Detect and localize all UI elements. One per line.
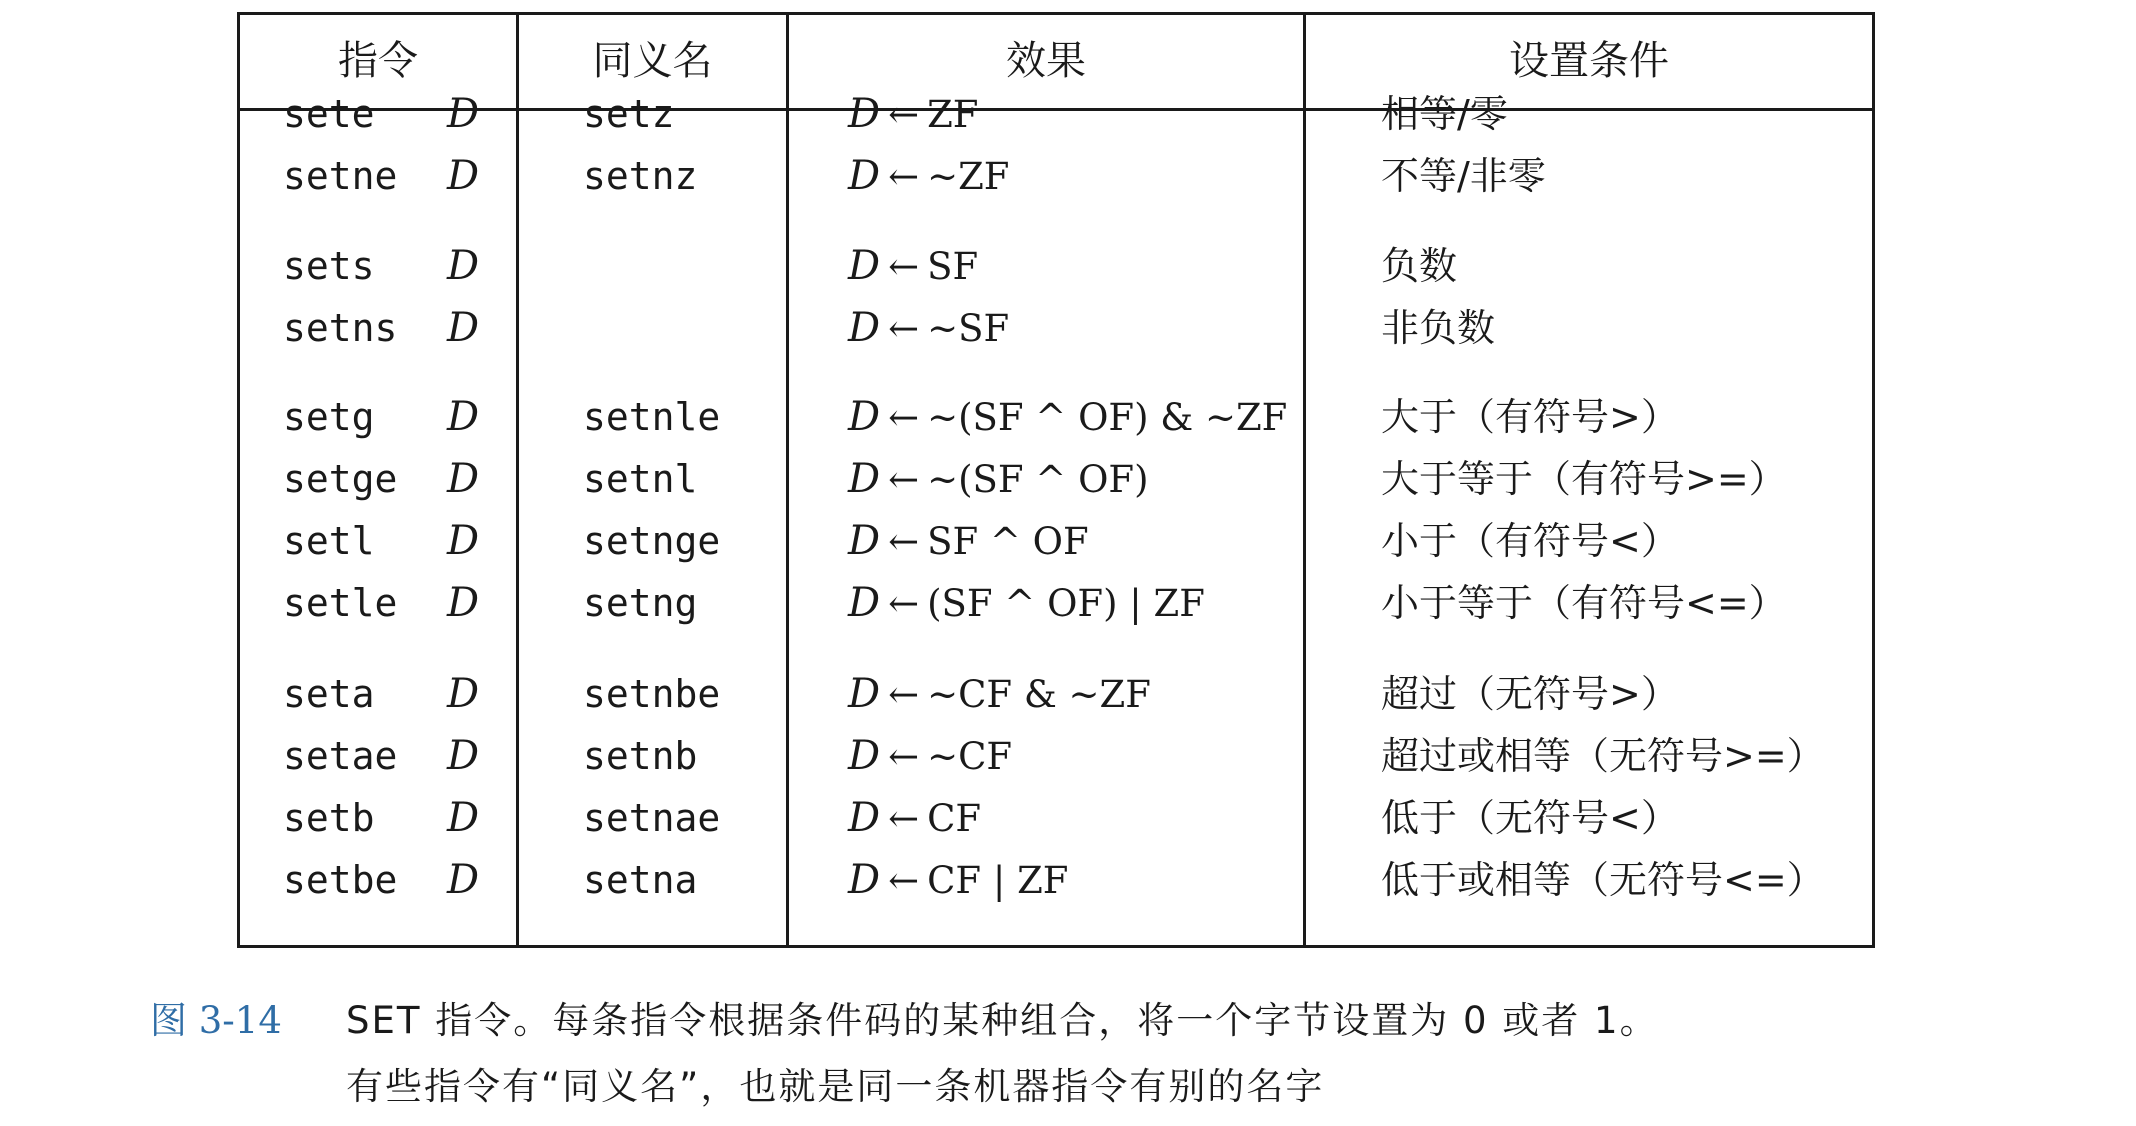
header-effect: 效果	[1006, 38, 1086, 84]
instruction-operand: D	[447, 153, 480, 199]
effect-value: SF ^ OF	[927, 520, 1089, 563]
effect-operand: D	[848, 91, 881, 137]
set-condition: 负数	[1381, 244, 1458, 288]
effect-expression	[848, 387, 1287, 448]
instruction-operand: D	[447, 795, 480, 841]
arrow-icon: ←	[888, 396, 920, 439]
effect-operand: D	[848, 243, 881, 289]
instruction-operand: D	[447, 305, 480, 351]
synonym-mnemonic: setnz	[583, 154, 698, 198]
effect-expression	[848, 449, 1149, 510]
table-row	[240, 84, 1872, 144]
header-synonym: 同义名	[592, 38, 713, 84]
set-condition: 大于（有符号>）	[1381, 395, 1679, 439]
effect-operand: D	[848, 733, 881, 779]
set-condition: 不等/非零	[1381, 154, 1546, 198]
instruction-operand: D	[447, 243, 480, 289]
instruction-operand: D	[447, 518, 480, 564]
instruction-mnemonic: setge	[283, 457, 398, 501]
synonym-mnemonic: setnl	[583, 457, 698, 501]
effect-operand: D	[848, 857, 881, 903]
effect-operand: D	[848, 456, 881, 502]
caption-line-1: SET 指令。每条指令根据条件码的某种组合，将一个字节设置为 0 或者 1。	[346, 999, 1659, 1042]
header-condition: 设置条件	[1509, 38, 1669, 84]
effect-expression	[848, 788, 981, 849]
synonym-mnemonic: setnb	[583, 734, 698, 778]
instruction-mnemonic: seta	[283, 672, 375, 716]
arrow-icon: ←	[888, 155, 920, 198]
arrow-icon: ←	[888, 245, 920, 288]
effect-expression	[848, 146, 1009, 207]
instruction-mnemonic: sete	[283, 92, 375, 136]
instruction-mnemonic: setg	[283, 395, 375, 439]
table-row	[240, 573, 1872, 633]
instruction-mnemonic: setne	[283, 154, 398, 198]
effect-expression	[848, 236, 978, 297]
effect-operand: D	[848, 518, 881, 564]
table-row	[240, 449, 1872, 509]
set-condition: 超过或相等（无符号>=）	[1381, 734, 1825, 778]
table-row	[240, 146, 1872, 206]
synonym-mnemonic: setna	[583, 858, 698, 902]
effect-value: ~SF	[927, 307, 1010, 350]
set-condition: 相等/零	[1381, 92, 1508, 136]
instruction-operand: D	[447, 456, 480, 502]
arrow-icon: ←	[888, 859, 920, 902]
effect-expression	[848, 573, 1205, 634]
arrow-icon: ←	[888, 735, 920, 778]
header-instruction: 指令	[338, 38, 418, 84]
set-instructions-table	[237, 12, 1875, 948]
instruction-mnemonic: setle	[283, 581, 398, 625]
set-condition: 低于（无符号<）	[1381, 796, 1679, 840]
effect-operand: D	[848, 394, 881, 440]
set-condition: 低于或相等（无符号<=）	[1381, 858, 1825, 902]
effect-expression	[848, 84, 978, 145]
instruction-mnemonic: setns	[283, 306, 398, 350]
effect-operand: D	[848, 153, 881, 199]
figure-label: 图 3-14	[150, 999, 282, 1042]
instruction-operand: D	[447, 671, 480, 717]
effect-operand: D	[848, 671, 881, 717]
effect-value: ZF	[927, 93, 979, 136]
arrow-icon: ←	[888, 797, 920, 840]
instruction-operand: D	[447, 733, 480, 779]
effect-value: ~CF & ~ZF	[927, 673, 1151, 716]
table-row	[240, 511, 1872, 571]
effect-value: ~(SF ^ OF) & ~ZF	[927, 396, 1288, 439]
table-row	[240, 664, 1872, 724]
caption-line-2: 有些指令有“同义名”，也就是同一条机器指令有别的名字	[346, 1065, 1325, 1108]
effect-value: CF	[927, 797, 982, 840]
instruction-mnemonic: setae	[283, 734, 398, 778]
table-row	[240, 387, 1872, 447]
effect-operand: D	[848, 305, 881, 351]
synonym-mnemonic: setz	[583, 92, 675, 136]
effect-operand: D	[848, 580, 881, 626]
effect-value: SF	[927, 245, 979, 288]
instruction-mnemonic: setl	[283, 519, 375, 563]
arrow-icon: ←	[888, 673, 920, 716]
instruction-operand: D	[447, 857, 480, 903]
instruction-operand: D	[447, 91, 480, 137]
instruction-operand: D	[447, 394, 480, 440]
effect-value: CF | ZF	[927, 859, 1069, 902]
table-row	[240, 236, 1872, 296]
set-condition: 小于（有符号<）	[1381, 519, 1679, 563]
effect-expression	[848, 298, 1009, 359]
synonym-mnemonic: setnge	[583, 519, 721, 563]
instruction-mnemonic: setbe	[283, 858, 398, 902]
table-row	[240, 726, 1872, 786]
effect-expression	[848, 664, 1151, 725]
table-row	[240, 788, 1872, 848]
set-condition: 小于等于（有符号<=）	[1381, 581, 1787, 625]
synonym-mnemonic: setng	[583, 581, 698, 625]
effect-expression	[848, 511, 1089, 572]
instruction-mnemonic: sets	[283, 244, 375, 288]
table-row	[240, 850, 1872, 910]
instruction-mnemonic: setb	[283, 796, 375, 840]
arrow-icon: ←	[888, 307, 920, 350]
effect-value: (SF ^ OF) | ZF	[927, 582, 1205, 625]
instruction-operand: D	[447, 580, 480, 626]
arrow-icon: ←	[888, 520, 920, 563]
synonym-mnemonic: setnae	[583, 796, 721, 840]
effect-expression	[848, 850, 1068, 911]
synonym-mnemonic: setnle	[583, 395, 721, 439]
set-condition: 超过（无符号>）	[1381, 672, 1679, 716]
effect-value: ~(SF ^ OF)	[927, 458, 1149, 501]
synonym-mnemonic: setnbe	[583, 672, 721, 716]
arrow-icon: ←	[888, 582, 920, 625]
effect-value: ~CF	[927, 735, 1013, 778]
arrow-icon: ←	[888, 458, 920, 501]
arrow-icon: ←	[888, 93, 920, 136]
set-condition: 非负数	[1381, 306, 1496, 350]
effect-value: ~ZF	[927, 155, 1010, 198]
effect-expression	[848, 726, 1012, 787]
effect-operand: D	[848, 795, 881, 841]
table-row	[240, 298, 1872, 358]
set-condition: 大于等于（有符号>=）	[1381, 457, 1787, 501]
